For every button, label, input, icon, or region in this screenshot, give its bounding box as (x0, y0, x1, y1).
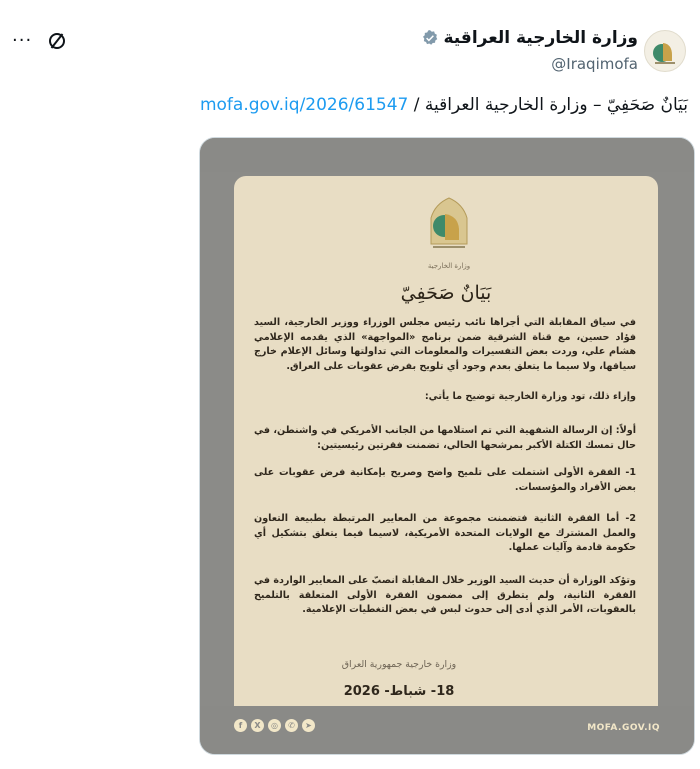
account-name-row[interactable] (421, 28, 638, 48)
ministry-emblem-icon (423, 196, 475, 256)
card-top-band (200, 138, 694, 172)
more-dots-icon[interactable]: ··· (12, 30, 33, 51)
footer-url: MOFA.GOV.IQ (587, 723, 660, 733)
document-date: 18- شباط- 2026 (343, 684, 455, 699)
avatar[interactable] (644, 30, 686, 72)
instagram-icon: ◎ (268, 719, 281, 732)
paragraph-intro: في سياق المقابلة التي أجراها نائب رئيس مجلس الوزراء ووزير الخارجية، السيد فؤاد حسين، مع قناة الشرقية ضمن برنامج «المواجهة» الذي يقدمه الإعلامي هشام علي، وردت بعض التفسيرات والمعلومات التي تداولتها وسائل الإعلام خارج سياقها، ولا سيما ما يتعلق بعدم وجود أي تلويح بفرض عقوبات على العراق. (254, 317, 636, 372)
paragraph-conclusion: وتؤكد الوزارة أن حديث السيد الوزير خلال المقابلة انصبّ على المعايير الواردة في الفقرة الثانية، ولم يتطرق إلى مضمون الفقرة الأولى المتعلقة بالتلميح بالعقوبات، الأمر الذي أدى إلى حدوث لبس في بعض التغطيات الإعلامية. (254, 575, 636, 615)
tweet-link[interactable]: mofa.gov.iq/2026/61547 (199, 95, 409, 115)
paragraph-item-1: 1- الفقرة الأولى اشتملت على تلميح واضح وصريح بإمكانية فرض عقوبات على بعض الأفراد والمؤسسات. (254, 467, 636, 493)
social-icons (234, 719, 315, 732)
whatsapp-icon: ✆ (285, 719, 298, 732)
paragraph-item-2: 2- أما الفقرة الثانية فتضمنت مجموعة من المعايير المرتبطة بطبيعة التعاون والعمل المشترك مع الولايات المتحدة الأمريكية، لاسيما فيما يتعلق بتشكيل أي حكومة قادمة وآليات عملها. (254, 513, 636, 553)
tweet-actions (12, 30, 68, 52)
x-icon: X (251, 719, 264, 732)
tweet-text-body: بَيَانٌ صَحَفِيّ – وزارة الخارجية العراقية / (413, 95, 688, 115)
document-title: بَيَانٌ صَحَفِيّ (400, 282, 492, 304)
media-card[interactable] (199, 137, 695, 755)
verified-badge-icon (421, 29, 439, 47)
tweet-header (0, 0, 700, 90)
statement-document (234, 176, 658, 727)
card-footer (200, 706, 694, 754)
account-name[interactable]: وزارة الخارجية العراقية (443, 28, 638, 48)
document-signature: وزارة خارجية جمهورية العراق (341, 659, 457, 670)
tweet-text (200, 95, 688, 115)
paragraph-first: أولاً: إن الرسالة الشفهية التي تم استلامها من الجانب الأمريكي في واشنطن، في حال تمسك الكتلة الأكبر بمرشحها الحالي، تضمنت فقرتين رئيسيتين: (254, 425, 636, 451)
ministry-logo-icon (645, 31, 685, 71)
slash-circle-icon[interactable] (46, 30, 68, 52)
telegram-icon: ➤ (302, 719, 315, 732)
paragraph-clarify: وإزاء ذلك، تود وزارة الخارجية توضيح ما يأتي: (424, 391, 636, 402)
logo-caption: وزارة الخارجية (427, 262, 471, 270)
account-handle[interactable]: @Iraqimofa (551, 55, 638, 73)
facebook-icon: f (234, 719, 247, 732)
